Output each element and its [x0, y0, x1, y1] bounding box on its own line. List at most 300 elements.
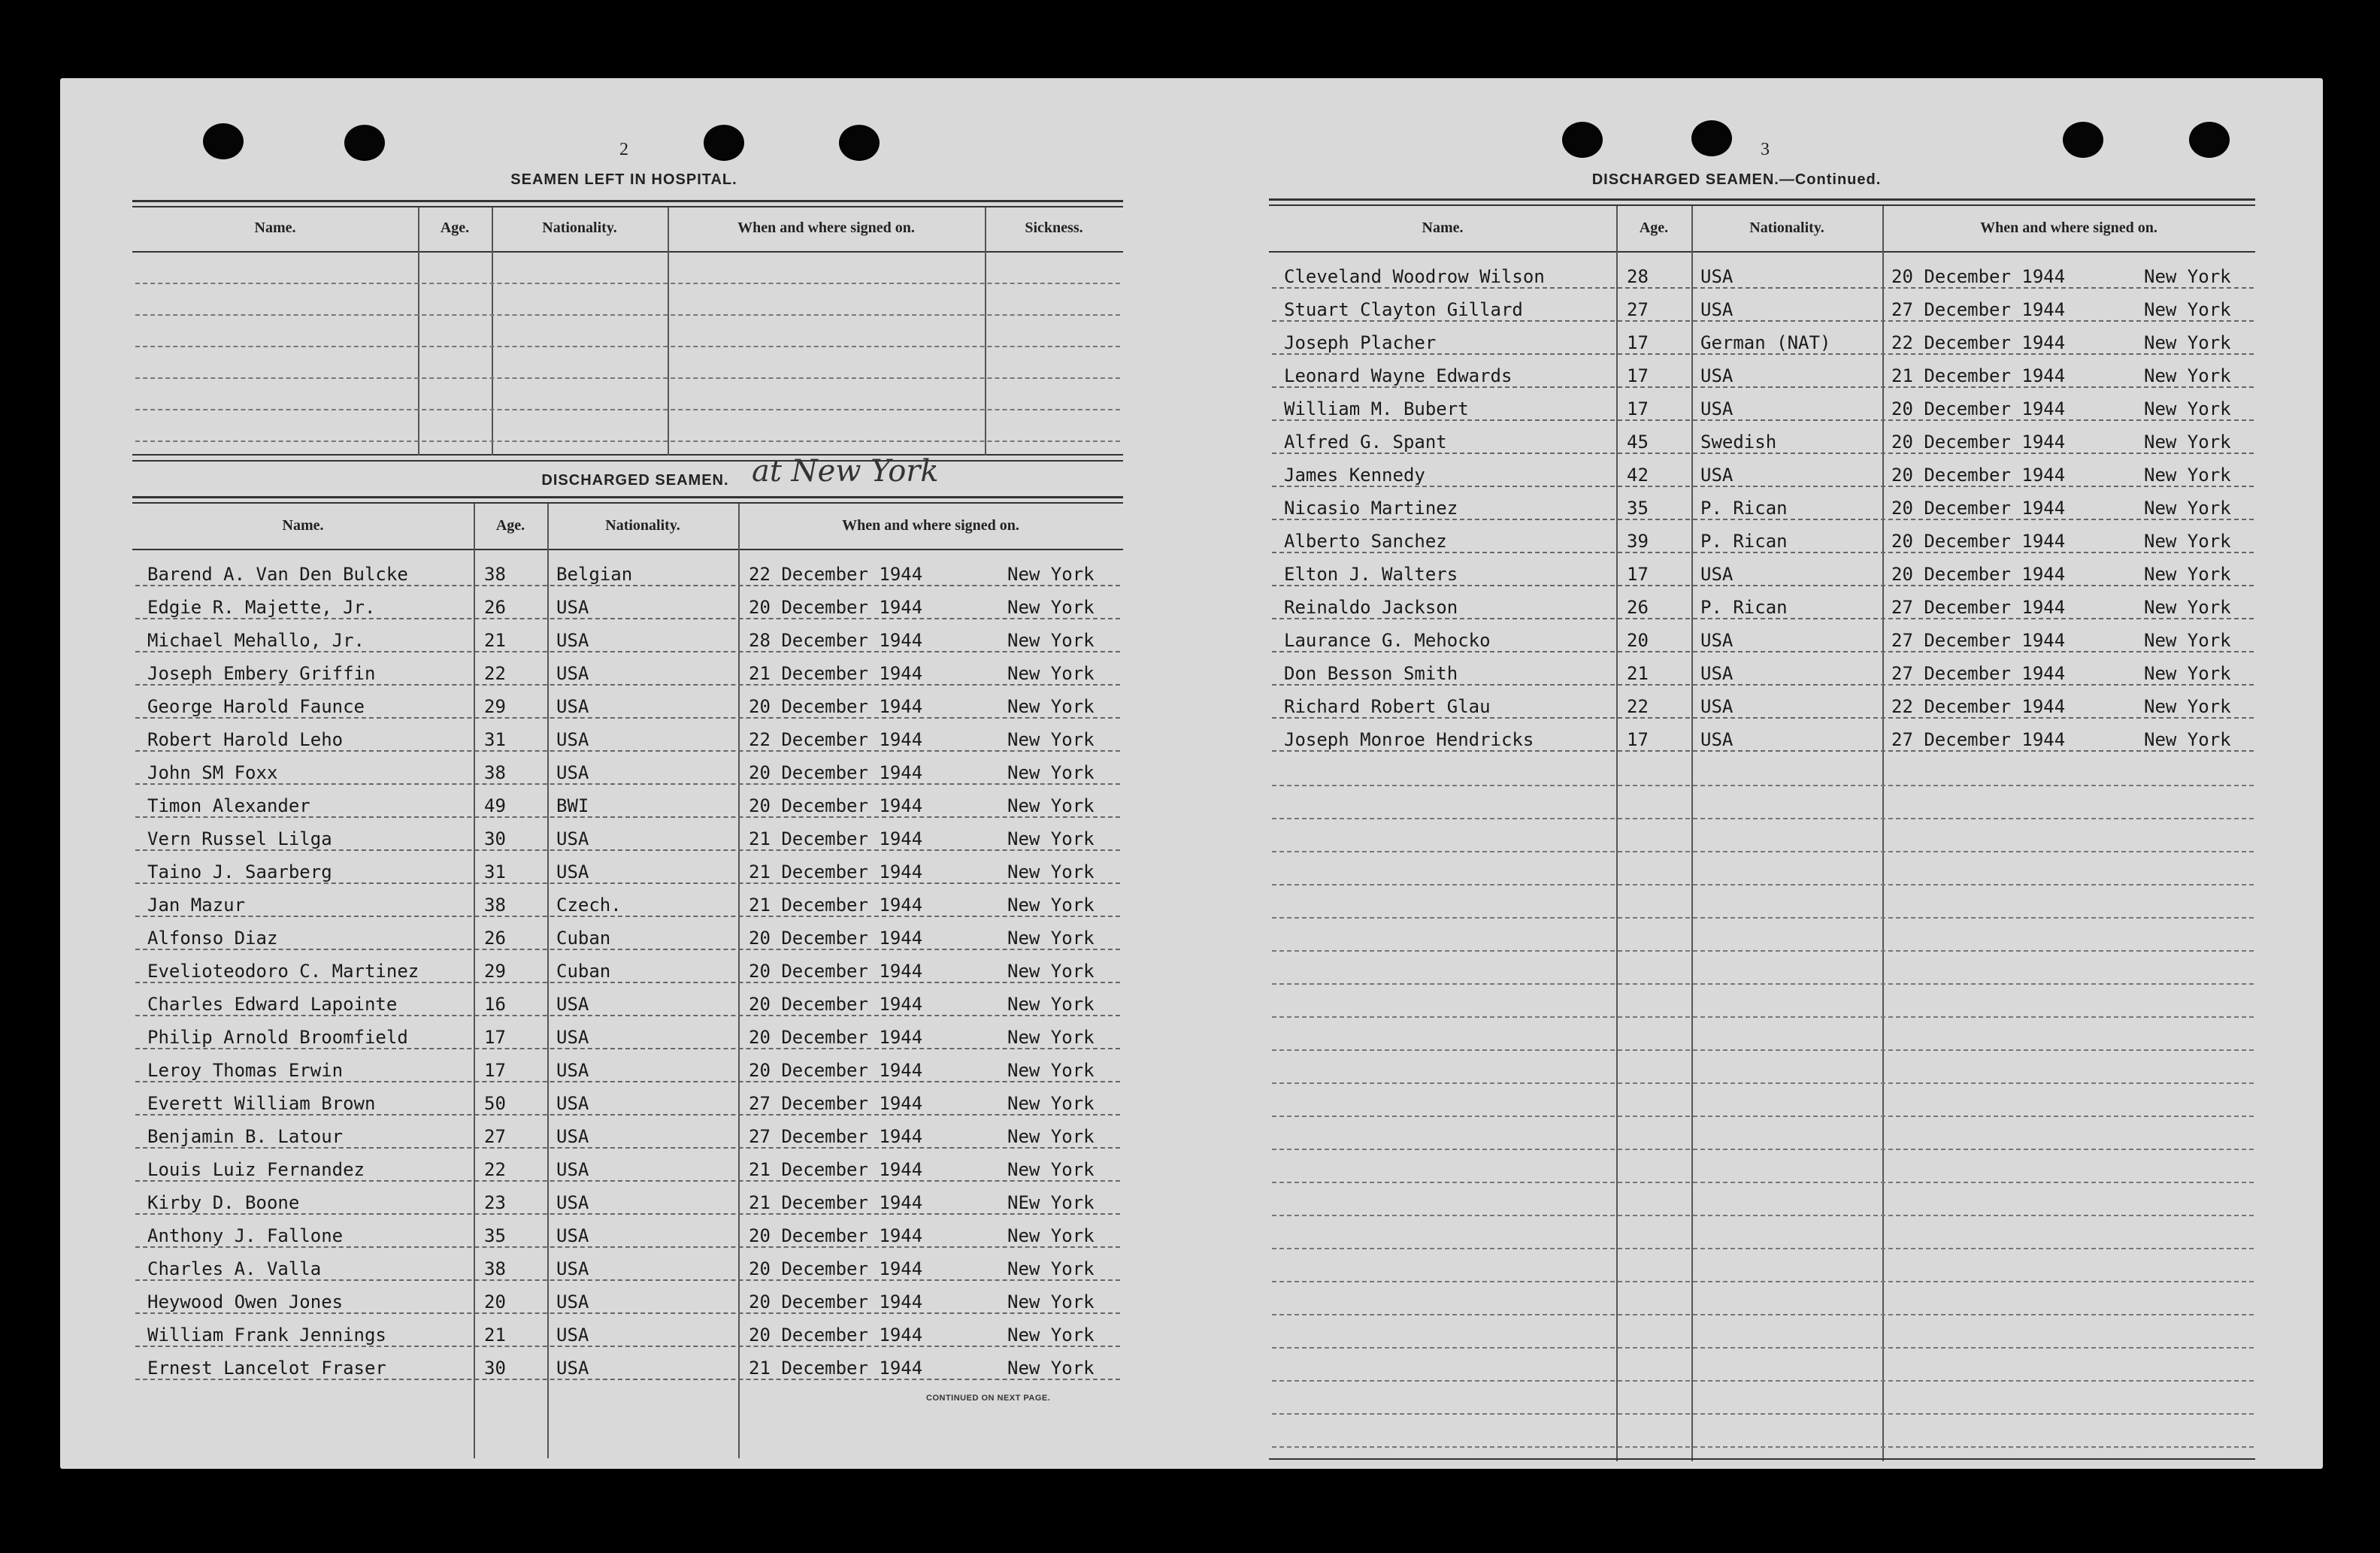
seaman-name: Barend A. Van Den Bulcke: [147, 564, 408, 585]
seaman-place: New York: [2144, 299, 2231, 320]
seaman-place: New York: [1007, 861, 1095, 882]
seaman-name: Alfred G. Spant: [1284, 431, 1447, 453]
punch-hole: [2189, 122, 2230, 158]
seaman-place: New York: [1007, 1159, 1095, 1180]
seaman-row: [135, 1186, 1120, 1219]
seaman-place: New York: [1007, 994, 1095, 1015]
seaman-place: New York: [1007, 564, 1095, 585]
hospital-empty-row: [135, 314, 1120, 316]
hospital-empty-row: [135, 409, 1120, 410]
seaman-date: 22 December 1944: [1891, 696, 2066, 717]
seaman-age: 30: [484, 828, 506, 849]
seaman-date: 20 December 1944: [1891, 398, 2066, 419]
hospital-empty-row: [135, 283, 1120, 284]
empty-dotted-row: [1272, 983, 2254, 985]
seaman-date: 27 December 1944: [1891, 630, 2066, 651]
seaman-date: 21 December 1944: [749, 895, 923, 916]
hospital-empty-row: [135, 346, 1120, 347]
seaman-place: New York: [2144, 531, 2231, 552]
seaman-age: 49: [484, 795, 506, 816]
seaman-name: Evelioteodoro C. Martinez: [147, 961, 419, 982]
seaman-name: Stuart Clayton Gillard: [1284, 299, 1523, 320]
seaman-name: Jan Mazur: [147, 895, 246, 916]
seaman-name: Leonard Wayne Edwards: [1284, 365, 1512, 386]
seaman-row: [1272, 326, 2254, 359]
empty-dotted-row: [1272, 818, 2254, 819]
seaman-row: [135, 922, 1120, 955]
seaman-age: 20: [1627, 630, 1649, 651]
seaman-age: 16: [484, 994, 506, 1015]
seaman-name: Michael Mehallo, Jr.: [147, 630, 365, 651]
seaman-date: 20 December 1944: [749, 762, 923, 783]
seaman-nationality: USA: [556, 696, 589, 717]
seaman-place: New York: [1007, 1258, 1095, 1279]
seaman-place: New York: [2144, 266, 2231, 287]
seaman-date: 20 December 1944: [749, 795, 923, 816]
seaman-name: James Kennedy: [1284, 465, 1425, 486]
seaman-age: 22: [1627, 696, 1649, 717]
seaman-date: 27 December 1944: [1891, 597, 2066, 618]
seaman-name: Reinaldo Jackson: [1284, 597, 1458, 618]
seaman-nationality: P. Rican: [1700, 498, 1788, 519]
empty-dotted-row: [1272, 1314, 2254, 1315]
right-col-name: Name.: [1422, 219, 1464, 236]
seaman-name: Kirby D. Boone: [147, 1192, 300, 1213]
seaman-nationality: USA: [556, 994, 589, 1015]
seaman-age: 31: [484, 861, 506, 882]
seaman-age: 17: [484, 1027, 506, 1048]
seaman-name: Philip Arnold Broomfield: [147, 1027, 408, 1048]
seaman-nationality: USA: [556, 1358, 589, 1379]
seaman-age: 22: [484, 1159, 506, 1180]
seaman-date: 20 December 1944: [749, 928, 923, 949]
seaman-nationality: USA: [556, 1126, 589, 1147]
seaman-row: [135, 1252, 1120, 1285]
seaman-row: [135, 1120, 1120, 1153]
seaman-row: [135, 558, 1120, 591]
seaman-nationality: Cuban: [556, 928, 611, 949]
seaman-place: New York: [2144, 398, 2231, 419]
seaman-date: 22 December 1944: [1891, 332, 2066, 353]
empty-dotted-row: [1272, 785, 2254, 786]
seaman-row: [135, 855, 1120, 889]
right-heading: DISCHARGED SEAMEN.—Continued.: [1591, 171, 1882, 188]
seaman-nationality: USA: [1700, 266, 1734, 287]
discharged-top-rule: [132, 460, 1123, 462]
discharged-heading: DISCHARGED SEAMEN.: [541, 472, 729, 489]
seaman-nationality: USA: [556, 1027, 589, 1048]
punch-hole: [203, 123, 244, 159]
seaman-name: Joseph Monroe Hendricks: [1284, 729, 1534, 750]
seaman-place: New York: [1007, 1126, 1095, 1147]
hospital-col-age: Age.: [440, 219, 470, 236]
seaman-name: Robert Harold Leho: [147, 729, 344, 750]
seaman-place: New York: [2144, 564, 2231, 585]
seaman-name: Alfonso Diaz: [147, 928, 278, 949]
hospital-bottom-rule: [132, 454, 1123, 456]
seaman-place: New York: [2144, 498, 2231, 519]
seaman-name: Joseph Placher: [1284, 332, 1437, 353]
seaman-nationality: USA: [556, 729, 589, 750]
seaman-row: [135, 1054, 1120, 1087]
seaman-age: 42: [1627, 465, 1649, 486]
seaman-place: New York: [1007, 928, 1095, 949]
seaman-nationality: USA: [556, 861, 589, 882]
seaman-nationality: P. Rican: [1700, 597, 1788, 618]
seaman-age: 38: [484, 895, 506, 916]
seaman-place: New York: [1007, 895, 1095, 916]
punch-hole: [704, 125, 744, 161]
seaman-place: New York: [1007, 762, 1095, 783]
seaman-row: [135, 1219, 1120, 1252]
seaman-place: New York: [1007, 663, 1095, 684]
seaman-nationality: USA: [556, 828, 589, 849]
document-sheet: [60, 78, 2323, 1469]
seaman-age: 17: [1627, 564, 1649, 585]
seaman-place: New York: [2144, 465, 2231, 486]
seaman-age: 21: [1627, 663, 1649, 684]
seaman-age: 29: [484, 696, 506, 717]
seaman-row: [135, 756, 1120, 789]
hospital-top-rule: [132, 200, 1123, 202]
seaman-nationality: USA: [556, 630, 589, 651]
hospital-col-divider: [418, 207, 419, 456]
seaman-row: [135, 1087, 1120, 1120]
seaman-name: Laurance G. Mehocko: [1284, 630, 1491, 651]
seaman-age: 21: [484, 630, 506, 651]
seaman-date: 20 December 1944: [1891, 498, 2066, 519]
seaman-row: [135, 591, 1120, 624]
seaman-nationality: USA: [556, 1093, 589, 1114]
seaman-date: 27 December 1944: [749, 1093, 923, 1114]
seaman-nationality: Belgian: [556, 564, 633, 585]
seaman-nationality: USA: [556, 1192, 589, 1213]
seaman-place: New York: [2144, 729, 2231, 750]
seaman-name: Louis Luiz Fernandez: [147, 1159, 365, 1180]
seaman-place: New York: [1007, 828, 1095, 849]
seaman-place: New York: [2144, 663, 2231, 684]
seaman-row: [1272, 425, 2254, 459]
seaman-nationality: USA: [556, 1258, 589, 1279]
seaman-name: Don Besson Smith: [1284, 663, 1458, 684]
seaman-name: Elton J. Walters: [1284, 564, 1458, 585]
seaman-nationality: USA: [1700, 365, 1734, 386]
seaman-place: New York: [2144, 431, 2231, 453]
seaman-place: New York: [1007, 696, 1095, 717]
seaman-name: Leroy Thomas Erwin: [147, 1060, 344, 1081]
seaman-age: 50: [484, 1093, 506, 1114]
seaman-date: 20 December 1944: [749, 994, 923, 1015]
seaman-age: 38: [484, 564, 506, 585]
empty-dotted-row: [1272, 1248, 2254, 1249]
seaman-age: 27: [484, 1126, 506, 1147]
seaman-nationality: USA: [1700, 729, 1734, 750]
right-top-rule: [1269, 198, 2255, 201]
discharged-rule: [132, 496, 1123, 498]
seaman-row: [1272, 359, 2254, 392]
seaman-row: [135, 1318, 1120, 1352]
empty-dotted-row: [1272, 950, 2254, 952]
seaman-age: 22: [484, 663, 506, 684]
seaman-nationality: USA: [556, 1324, 589, 1346]
seaman-row: [1272, 723, 2254, 756]
seaman-nationality: BWI: [556, 795, 589, 816]
seaman-name: John SM Foxx: [147, 762, 278, 783]
seaman-date: 20 December 1944: [749, 1027, 923, 1048]
seaman-name: Charles Edward Lapointe: [147, 994, 398, 1015]
seaman-place: New York: [1007, 597, 1095, 618]
seaman-age: 38: [484, 1258, 506, 1279]
seaman-date: 21 December 1944: [749, 1159, 923, 1180]
seaman-name: Timon Alexander: [147, 795, 310, 816]
seaman-nationality: German (NAT): [1700, 332, 1831, 353]
seaman-age: 17: [1627, 365, 1649, 386]
empty-dotted-row: [1272, 1413, 2254, 1415]
hospital-col-nationality: Nationality.: [542, 219, 617, 236]
seaman-date: 20 December 1944: [1891, 465, 2066, 486]
seaman-nationality: USA: [556, 663, 589, 684]
seaman-age: 17: [484, 1060, 506, 1081]
seaman-age: 17: [1627, 729, 1649, 750]
seaman-place: NEw York: [1007, 1192, 1095, 1213]
seaman-place: New York: [1007, 1027, 1095, 1048]
seaman-name: Richard Robert Glau: [1284, 696, 1491, 717]
seaman-place: New York: [2144, 630, 2231, 651]
seaman-row: [1272, 591, 2254, 624]
discharged-col-name: Name.: [282, 517, 324, 534]
hospital-top-rule-2: [132, 206, 1123, 207]
seaman-row: [1272, 657, 2254, 690]
seaman-date: 20 December 1944: [749, 1291, 923, 1312]
empty-dotted-row: [1272, 1446, 2254, 1448]
seaman-name: Everett William Brown: [147, 1093, 376, 1114]
seaman-name: Charles A. Valla: [147, 1258, 322, 1279]
seaman-row: [135, 822, 1120, 855]
seaman-name: Joseph Embery Griffin: [147, 663, 376, 684]
seaman-age: 21: [484, 1324, 506, 1346]
right-col-nationality: Nationality.: [1749, 219, 1824, 236]
seaman-row: [135, 988, 1120, 1021]
seaman-place: New York: [1007, 1225, 1095, 1246]
seaman-place: New York: [1007, 729, 1095, 750]
right-bottom-rule: [1269, 1458, 2255, 1460]
seaman-place: New York: [1007, 1060, 1095, 1081]
seaman-age: 35: [1627, 498, 1649, 519]
seaman-row: [135, 723, 1120, 756]
punch-hole: [839, 125, 880, 161]
punch-hole: [1691, 120, 1732, 156]
punch-hole: [1562, 122, 1603, 158]
seaman-name: Anthony J. Fallone: [147, 1225, 344, 1246]
seaman-name: William M. Bubert: [1284, 398, 1469, 419]
seaman-name: William Frank Jennings: [147, 1324, 386, 1346]
seaman-row: [135, 1352, 1120, 1385]
seaman-name: Vern Russel Lilga: [147, 828, 332, 849]
seaman-date: 21 December 1944: [749, 828, 923, 849]
seaman-date: 27 December 1944: [1891, 729, 2066, 750]
seaman-nationality: Cuban: [556, 961, 611, 982]
seaman-place: New York: [1007, 630, 1095, 651]
empty-dotted-row: [1272, 1380, 2254, 1382]
seaman-date: 20 December 1944: [749, 1324, 923, 1346]
seaman-date: 27 December 1944: [1891, 299, 2066, 320]
seaman-age: 26: [484, 597, 506, 618]
right-col-age: Age.: [1639, 219, 1669, 236]
empty-dotted-row: [1272, 1149, 2254, 1150]
seaman-row: [1272, 293, 2254, 326]
seaman-name: Edgie R. Majette, Jr.: [147, 597, 376, 618]
hospital-heading: SEAMEN LEFT IN HOSPITAL.: [510, 171, 737, 188]
hospital-empty-row: [135, 377, 1120, 379]
seaman-date: 22 December 1944: [749, 564, 923, 585]
seaman-nationality: USA: [556, 1159, 589, 1180]
seaman-date: 22 December 1944: [749, 729, 923, 750]
empty-dotted-row: [1272, 1049, 2254, 1051]
seaman-nationality: USA: [556, 1291, 589, 1312]
discharged-col-nationality: Nationality.: [605, 517, 680, 534]
seaman-date: 20 December 1944: [749, 597, 923, 618]
seaman-row: [1272, 624, 2254, 657]
seaman-place: New York: [1007, 795, 1095, 816]
empty-dotted-row: [1272, 1016, 2254, 1018]
seaman-date: 20 December 1944: [749, 696, 923, 717]
seaman-date: 27 December 1944: [1891, 663, 2066, 684]
empty-dotted-row: [1272, 884, 2254, 885]
discharged-col-signed-on: When and where signed on.: [842, 517, 1019, 534]
seaman-date: 20 December 1944: [749, 1258, 923, 1279]
seaman-row: [1272, 558, 2254, 591]
seaman-name: Heywood Owen Jones: [147, 1291, 344, 1312]
seaman-row: [135, 789, 1120, 822]
empty-dotted-row: [1272, 1347, 2254, 1349]
seaman-age: 35: [484, 1225, 506, 1246]
seaman-age: 28: [1627, 266, 1649, 287]
seaman-nationality: USA: [1700, 630, 1734, 651]
seaman-age: 31: [484, 729, 506, 750]
seaman-date: 20 December 1944: [1891, 564, 2066, 585]
seaman-name: Alberto Sanchez: [1284, 531, 1447, 552]
seaman-age: 23: [484, 1192, 506, 1213]
seaman-date: 21 December 1944: [749, 663, 923, 684]
seaman-nationality: P. Rican: [1700, 531, 1788, 552]
seaman-nationality: Czech.: [556, 895, 622, 916]
continued-footnote: CONTINUED ON NEXT PAGE.: [926, 1394, 1051, 1403]
punch-hole: [2063, 122, 2103, 158]
seaman-place: New York: [2144, 597, 2231, 618]
seaman-row: [135, 1285, 1120, 1318]
seaman-age: 20: [484, 1291, 506, 1312]
seaman-name: Cleveland Woodrow Wilson: [1284, 266, 1545, 287]
discharged-handwritten-note: at New York: [752, 454, 939, 489]
seaman-place: New York: [2144, 696, 2231, 717]
discharged-header-rule: [132, 549, 1123, 550]
seaman-row: [1272, 492, 2254, 525]
seaman-name: Ernest Lancelot Fraser: [147, 1358, 386, 1379]
seaman-nationality: USA: [556, 597, 589, 618]
discharged-col-age: Age.: [495, 517, 525, 534]
seaman-row: [135, 657, 1120, 690]
empty-dotted-row: [1272, 1082, 2254, 1084]
seaman-row: [135, 955, 1120, 988]
seaman-age: 29: [484, 961, 506, 982]
seaman-place: New York: [2144, 365, 2231, 386]
seaman-row: [135, 690, 1120, 723]
seaman-nationality: USA: [1700, 299, 1734, 320]
empty-dotted-row: [1272, 851, 2254, 852]
seaman-date: 20 December 1944: [1891, 531, 2066, 552]
seaman-name: Taino J. Saarberg: [147, 861, 332, 882]
seaman-date: 21 December 1944: [1891, 365, 2066, 386]
hospital-col-signed-on: When and where signed on.: [737, 219, 915, 236]
seaman-row: [135, 624, 1120, 657]
hospital-col-divider: [492, 207, 493, 456]
seaman-age: 26: [484, 928, 506, 949]
seaman-age: 39: [1627, 531, 1649, 552]
hospital-col-divider: [985, 207, 986, 456]
hospital-col-divider: [668, 207, 669, 456]
seaman-nationality: USA: [556, 762, 589, 783]
seaman-date: 21 December 1944: [749, 861, 923, 882]
seaman-date: 20 December 1944: [749, 961, 923, 982]
seaman-place: New York: [1007, 961, 1095, 982]
seaman-date: 20 December 1944: [1891, 266, 2066, 287]
seaman-nationality: Swedish: [1700, 431, 1777, 453]
seaman-row: [1272, 392, 2254, 425]
seaman-row: [1272, 260, 2254, 293]
punch-hole: [344, 125, 385, 161]
seaman-nationality: USA: [1700, 696, 1734, 717]
right-top-rule-2: [1269, 204, 2255, 206]
discharged-rule-2: [132, 502, 1123, 504]
seaman-place: New York: [1007, 1324, 1095, 1346]
seaman-nationality: USA: [556, 1225, 589, 1246]
right-header-rule: [1269, 251, 2255, 253]
seaman-place: New York: [1007, 1093, 1095, 1114]
seaman-date: 20 December 1944: [749, 1225, 923, 1246]
left-page-number: 2: [619, 140, 628, 159]
seaman-date: 21 December 1944: [749, 1358, 923, 1379]
seaman-age: 17: [1627, 332, 1649, 353]
hospital-col-sickness: Sickness.: [1025, 219, 1083, 236]
seaman-nationality: USA: [1700, 465, 1734, 486]
seaman-nationality: USA: [556, 1060, 589, 1081]
seaman-date: 27 December 1944: [749, 1126, 923, 1147]
seaman-age: 38: [484, 762, 506, 783]
seaman-age: 27: [1627, 299, 1649, 320]
empty-dotted-row: [1272, 1182, 2254, 1183]
seaman-row: [135, 1153, 1120, 1186]
hospital-header-rule: [132, 251, 1123, 253]
seaman-row: [1272, 690, 2254, 723]
seaman-age: 17: [1627, 398, 1649, 419]
seaman-row: [1272, 459, 2254, 492]
seaman-place: New York: [2144, 332, 2231, 353]
seaman-date: 20 December 1944: [749, 1060, 923, 1081]
seaman-date: 21 December 1944: [749, 1192, 923, 1213]
seaman-nationality: USA: [1700, 663, 1734, 684]
seaman-name: Benjamin B. Latour: [147, 1126, 344, 1147]
seaman-nationality: USA: [1700, 564, 1734, 585]
right-col-signed-on: When and where signed on.: [1980, 219, 2157, 236]
right-page-number: 3: [1761, 140, 1770, 159]
seaman-row: [135, 1021, 1120, 1054]
seaman-age: 26: [1627, 597, 1649, 618]
seaman-date: 20 December 1944: [1891, 431, 2066, 453]
seaman-name: Nicasio Martinez: [1284, 498, 1458, 519]
seaman-nationality: USA: [1700, 398, 1734, 419]
empty-dotted-row: [1272, 1281, 2254, 1282]
hospital-col-name: Name.: [254, 219, 296, 236]
